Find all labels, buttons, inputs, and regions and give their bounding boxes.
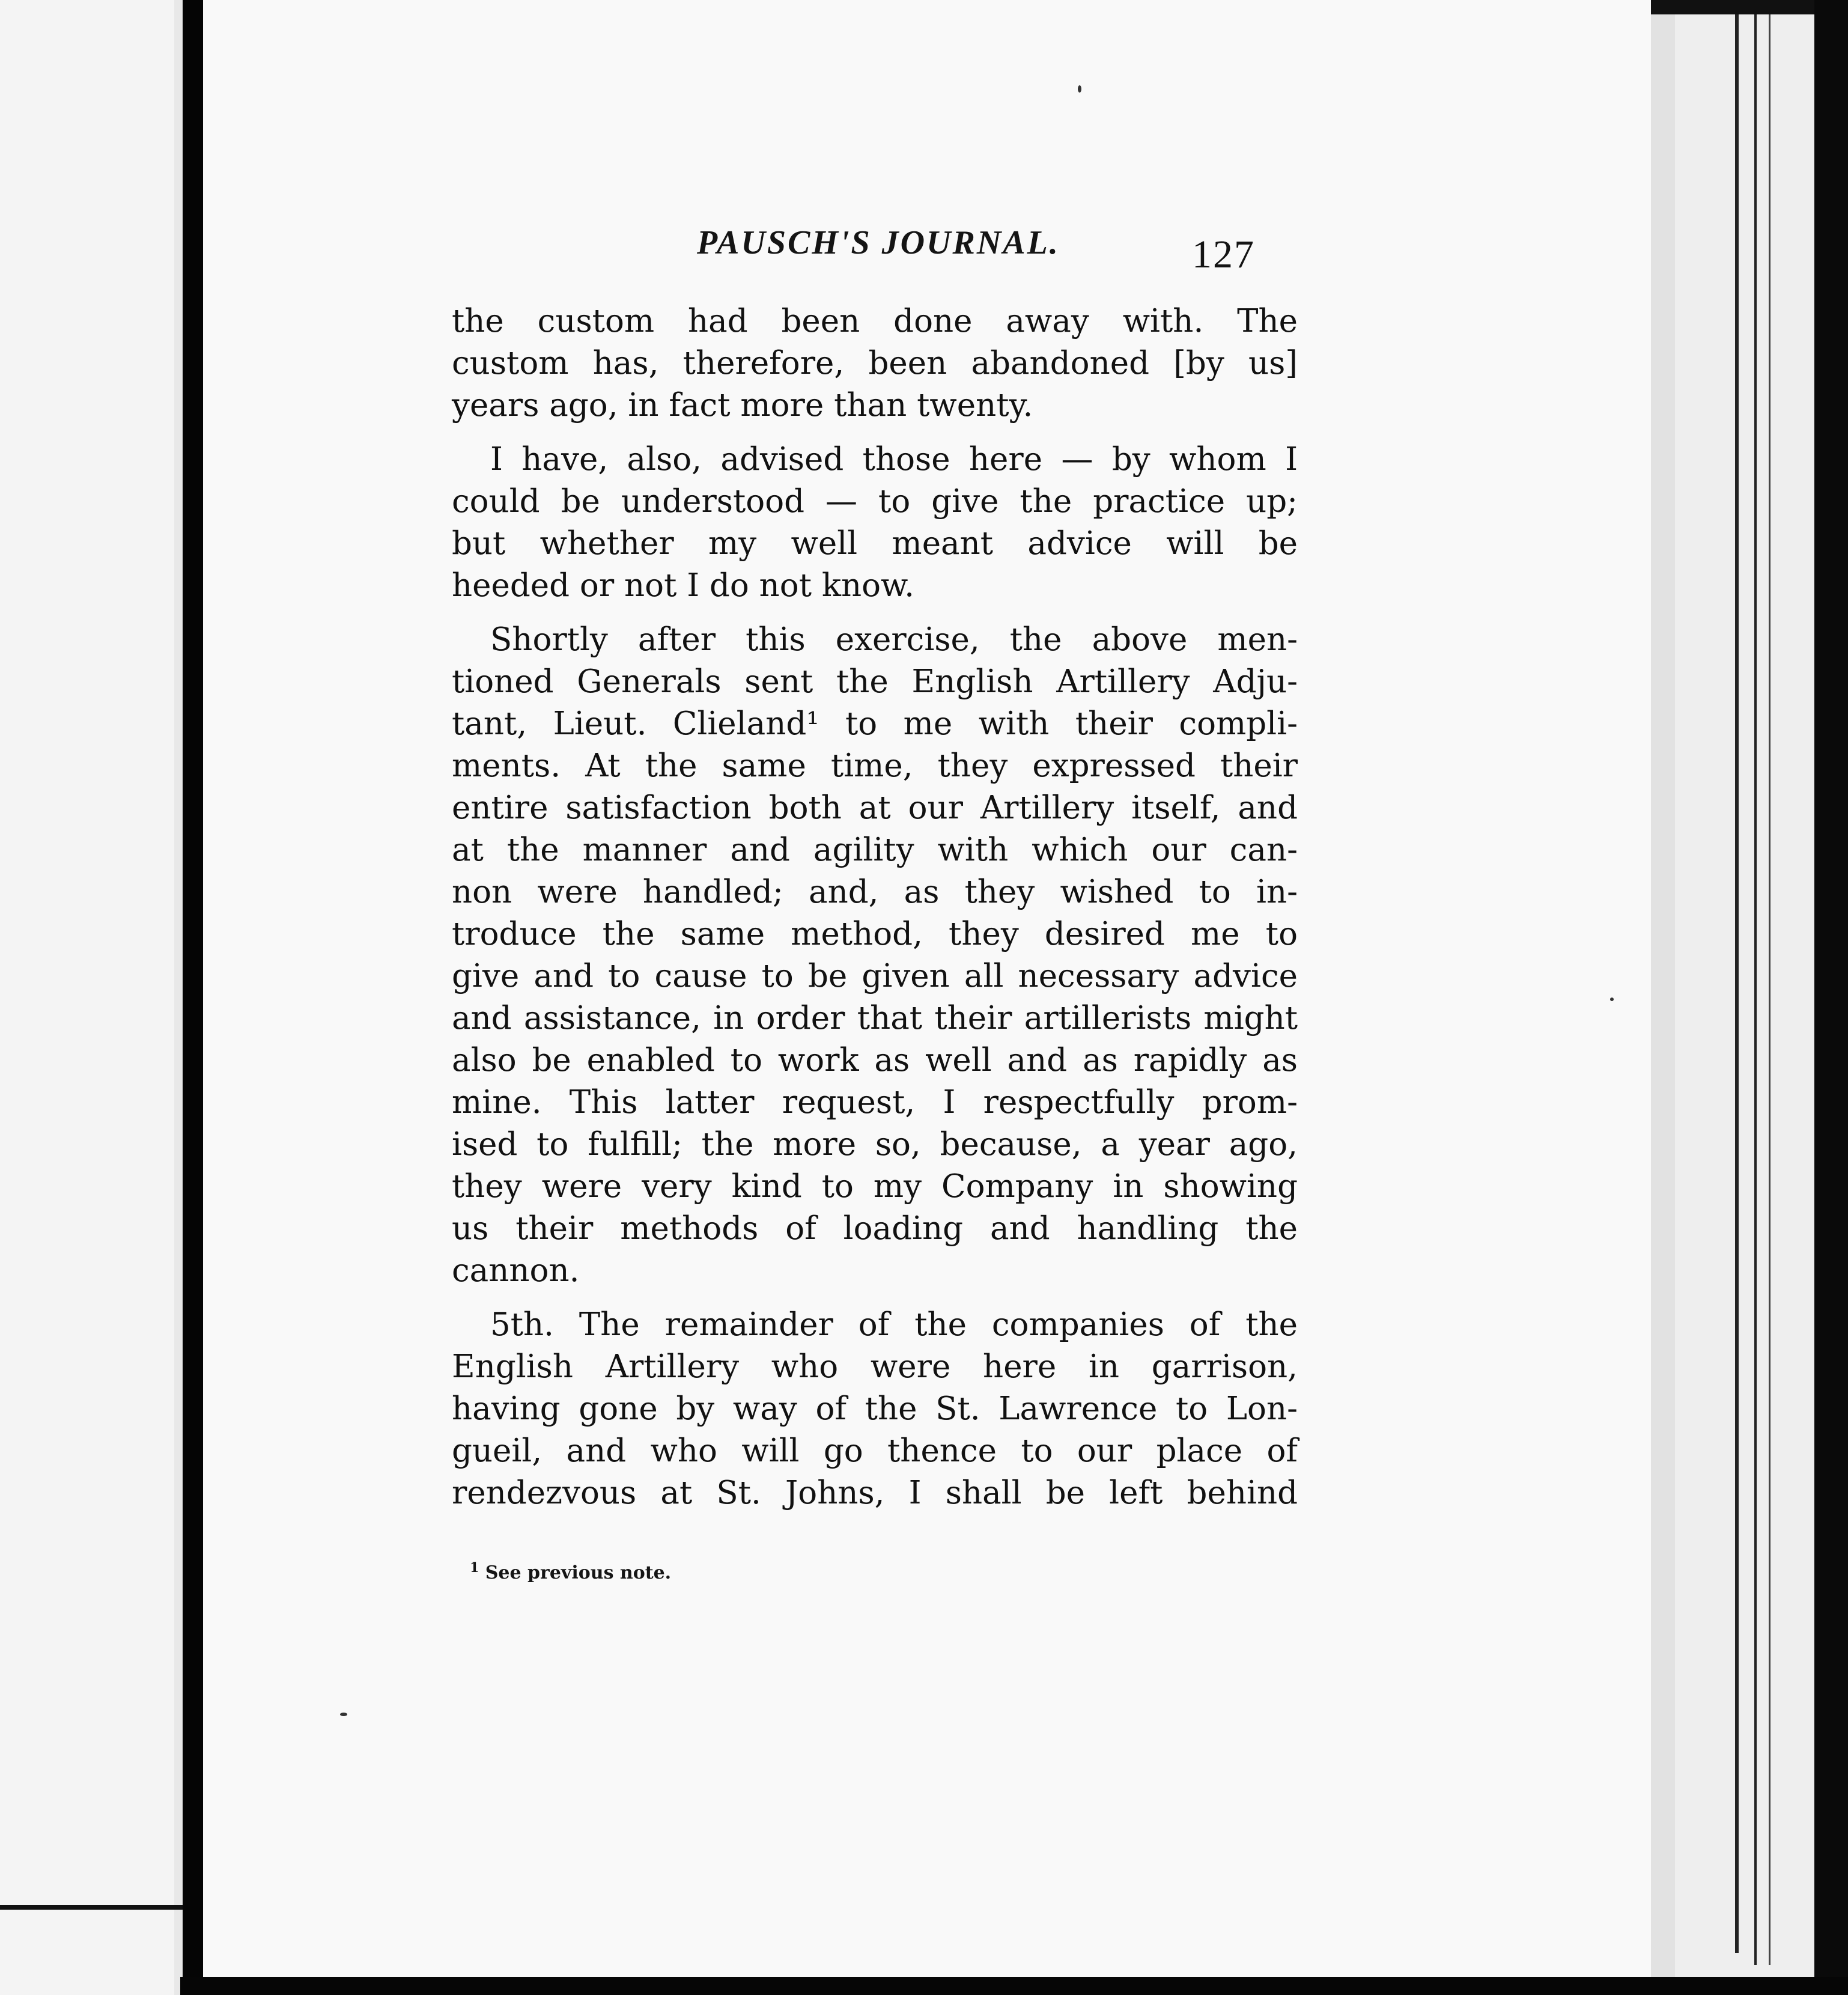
text-line: years ago, in fact more than twenty.: [452, 387, 1033, 424]
text-line: entire satisfaction both at our Artillery itself, and: [452, 790, 1298, 826]
text-line: heeded or not I do not know.: [452, 567, 914, 604]
text-line: the custom had been done away with. The: [452, 303, 1298, 340]
left-page-edge: [174, 0, 183, 1995]
speck: [1078, 85, 1081, 93]
page-edge-line: [1735, 12, 1739, 1953]
text-line: us their methods of loading and handling the: [452, 1210, 1298, 1247]
text-line: they were very kind to my Company in showing: [452, 1168, 1298, 1205]
text-line: Shortly after this exercise, the above men-: [490, 621, 1298, 658]
text-line: tioned Generals sent the English Artillery Adju-: [452, 663, 1298, 700]
text-line: gueil, and who will go thence to our place of: [452, 1433, 1298, 1469]
text-line: English Artillery who were here in garrison,: [452, 1348, 1298, 1385]
right-border: [1814, 0, 1848, 1995]
text-line: cannon.: [452, 1252, 580, 1289]
text-line: ments. At the same time, they expressed their: [452, 748, 1298, 784]
page-edge-line: [1754, 12, 1757, 1965]
paragraph: [452, 1304, 1298, 1514]
text-line: and assistance, in order that their artillerists might: [452, 1000, 1298, 1037]
speck: [340, 1713, 347, 1716]
text-line: at the manner and agility with which our can-: [452, 832, 1298, 868]
text-line: non were handled; and, as they wished to in-: [452, 874, 1298, 910]
left-page-bottom-rule: [0, 1905, 198, 1910]
text-line: mine. This latter request, I respectfully prom-: [452, 1084, 1298, 1121]
paragraph: [452, 619, 1298, 1292]
text-line: custom has, therefore, been abandoned [by us]: [452, 345, 1298, 382]
page-edge-line: [1769, 12, 1770, 1965]
page-edge-shadow: [1651, 0, 1675, 1995]
body-text: [452, 300, 1298, 1526]
bottom-border: [180, 1977, 1848, 1995]
left-facing-page: [0, 0, 180, 1995]
text-line: 5th. The remainder of the companies of the: [490, 1306, 1298, 1343]
text-line: give and to cause to be given all necessary advice: [452, 958, 1298, 994]
paragraph: [452, 439, 1298, 607]
text-line: tant, Lieut. Clieland¹ to me with their compli-: [452, 705, 1298, 742]
text-line: but whether my well meant advice will be: [452, 525, 1298, 562]
running-head: PAUSCH'S JOURNAL.: [697, 224, 1060, 261]
text-line: also be enabled to work as well and as rapidly as: [452, 1042, 1298, 1079]
paragraph: [452, 300, 1298, 427]
text-line: ised to fulfill; the more so, because, a year ago,: [452, 1126, 1298, 1163]
speck: [1610, 998, 1614, 1001]
footnote-marker: 1: [470, 1560, 479, 1576]
text-line: troduce the same method, they desired me to: [452, 916, 1298, 952]
text-line: rendezvous at St. Johns, I shall be left behind: [452, 1475, 1298, 1511]
text-line: I have, also, advised those here — by whom I: [490, 441, 1298, 478]
book-gutter: [183, 0, 203, 1995]
text-line: could be understood — to give the practice up;: [452, 483, 1298, 520]
footnote: [470, 1560, 671, 1583]
text-line: having gone by way of the St. Lawrence to Lon-: [452, 1390, 1298, 1427]
footnote-text: See previous note.: [485, 1562, 672, 1583]
page-number: 127: [1192, 233, 1255, 276]
